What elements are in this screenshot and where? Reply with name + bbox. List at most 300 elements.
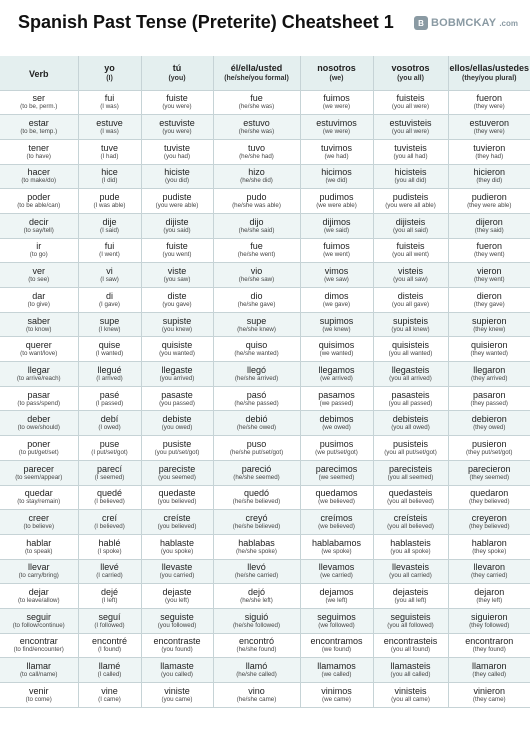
form-translation: (we believed) bbox=[318, 523, 355, 531]
conjugation-cell bbox=[141, 288, 213, 313]
conjugated-form: fue bbox=[250, 241, 263, 252]
conjugation-cell bbox=[373, 386, 448, 411]
conjugated-form: pareciste bbox=[158, 463, 196, 474]
form-translation: (he/she passed) bbox=[234, 399, 279, 407]
form-translation: (you seemed) bbox=[158, 473, 196, 481]
verb-infinitive: parecer bbox=[23, 463, 54, 474]
conjugated-form: llevó bbox=[247, 562, 266, 573]
conjugation-cell bbox=[373, 658, 448, 683]
conjugated-form: vinimos bbox=[321, 685, 352, 696]
conjugation-cell bbox=[448, 608, 530, 633]
conjugation-cell bbox=[373, 362, 448, 387]
conjugated-form: pusisteis bbox=[392, 438, 428, 449]
conjugated-form: tuvieron bbox=[473, 142, 506, 153]
conjugated-form: supimos bbox=[319, 315, 354, 326]
form-translation: (you were) bbox=[162, 103, 192, 111]
form-translation: (you passed) bbox=[159, 399, 195, 407]
conjugation-cell bbox=[373, 534, 448, 559]
conjugation-cell bbox=[78, 189, 141, 214]
conjugation-cell bbox=[300, 683, 373, 708]
form-translation: (you followed) bbox=[157, 621, 197, 629]
form-translation: (you all had) bbox=[393, 152, 428, 160]
conjugated-form: llegaron bbox=[473, 364, 506, 375]
form-translation: (he/she gave) bbox=[237, 300, 276, 308]
form-translation: (you arrived) bbox=[159, 374, 195, 382]
conjugation-cell bbox=[448, 238, 530, 263]
form-translation: (you carried) bbox=[159, 572, 195, 580]
conjugation-table bbox=[0, 56, 530, 708]
verb-translation: (to leave/allow) bbox=[17, 597, 60, 605]
conjugation-cell bbox=[213, 633, 300, 658]
conjugated-form: pasasteis bbox=[391, 389, 430, 400]
conjugation-cell bbox=[141, 584, 213, 609]
conjugated-form: pude bbox=[99, 192, 120, 203]
conjugated-form: encontré bbox=[91, 636, 128, 647]
verb-cell bbox=[0, 189, 78, 214]
conjugation-cell bbox=[448, 559, 530, 584]
table-row bbox=[0, 510, 530, 535]
conjugated-form: hablé bbox=[98, 537, 121, 548]
logo-tld: .com bbox=[499, 18, 518, 28]
conjugated-form: llamó bbox=[245, 661, 268, 672]
conjugation-cell bbox=[300, 115, 373, 140]
conjugation-cell bbox=[373, 213, 448, 238]
conjugated-form: llevaste bbox=[161, 562, 193, 573]
conjugation-cell bbox=[78, 460, 141, 485]
conjugation-cell bbox=[78, 288, 141, 313]
verb-infinitive: tener bbox=[28, 142, 49, 153]
table-row bbox=[0, 90, 530, 115]
verb-infinitive: dar bbox=[32, 290, 46, 301]
form-translation: (you did) bbox=[164, 177, 190, 185]
conjugated-form: estuvo bbox=[243, 118, 270, 129]
conjugated-form: fuisteis bbox=[396, 93, 425, 104]
form-translation: (we did) bbox=[325, 177, 348, 185]
form-translation: (you all saw) bbox=[393, 276, 428, 284]
verb-cell bbox=[0, 90, 78, 115]
conjugation-cell bbox=[213, 386, 300, 411]
verb-cell bbox=[0, 238, 78, 263]
conjugated-form: quisisteis bbox=[391, 340, 429, 351]
conjugation-cell bbox=[213, 189, 300, 214]
conjugation-cell bbox=[448, 139, 530, 164]
conjugation-cell bbox=[213, 238, 300, 263]
verb-infinitive: seguir bbox=[26, 611, 51, 622]
conjugated-form: llamamos bbox=[317, 661, 356, 672]
conjugation-cell bbox=[373, 485, 448, 510]
conjugation-cell bbox=[300, 263, 373, 288]
form-translation: (they wanted) bbox=[470, 350, 508, 358]
form-translation: (they gave) bbox=[473, 300, 505, 308]
conjugated-form: dejó bbox=[247, 587, 265, 598]
conjugation-cell bbox=[448, 362, 530, 387]
conjugation-cell bbox=[300, 608, 373, 633]
form-translation: (we owed) bbox=[322, 424, 351, 432]
form-translation: (he/she arrived) bbox=[234, 374, 279, 382]
table-row bbox=[0, 213, 530, 238]
form-translation: (you all believed) bbox=[387, 523, 434, 531]
table-row bbox=[0, 460, 530, 485]
conjugated-form: vieron bbox=[476, 266, 502, 277]
form-translation: (we had) bbox=[324, 152, 349, 160]
conjugation-cell bbox=[78, 510, 141, 535]
conjugation-cell bbox=[141, 534, 213, 559]
form-translation: (they spoke) bbox=[472, 547, 507, 555]
form-translation: (we gave) bbox=[322, 300, 351, 308]
form-translation: (you all believed) bbox=[387, 498, 434, 506]
form-translation: (I was) bbox=[100, 103, 119, 111]
form-translation: (you all arrived) bbox=[389, 374, 432, 382]
conjugation-cell bbox=[141, 337, 213, 362]
conjugated-form: llegamos bbox=[318, 364, 355, 375]
verb-translation: (to be, temp.) bbox=[20, 128, 58, 136]
conjugated-form: hablabamos bbox=[311, 537, 362, 548]
form-translation: (you believed) bbox=[157, 498, 197, 506]
conjugated-form: encontró bbox=[238, 636, 275, 647]
conjugated-form: parecisteis bbox=[388, 463, 433, 474]
brand-logo[interactable] bbox=[414, 16, 518, 30]
conjugated-form: supe bbox=[246, 315, 267, 326]
table-row bbox=[0, 633, 530, 658]
conjugation-cell bbox=[373, 139, 448, 164]
form-translation: (they seemed) bbox=[469, 473, 510, 481]
header-pronoun-label: yo bbox=[104, 62, 115, 73]
form-translation: (he/she followed) bbox=[232, 621, 281, 629]
form-translation: (you all knew) bbox=[391, 325, 430, 333]
conjugation-cell bbox=[373, 164, 448, 189]
header-pronoun bbox=[141, 56, 213, 90]
conjugation-cell bbox=[141, 411, 213, 436]
page-title: Spanish Past Tense (Preterite) Cheatsheet 1 bbox=[18, 12, 394, 32]
form-translation: (you were all able) bbox=[385, 202, 436, 210]
table-row bbox=[0, 164, 530, 189]
form-translation: (I did) bbox=[101, 177, 118, 185]
conjugation-cell bbox=[78, 90, 141, 115]
conjugated-form: dieron bbox=[476, 290, 502, 301]
conjugated-form: supieron bbox=[471, 315, 507, 326]
conjugation-cell bbox=[373, 436, 448, 461]
conjugated-form: parecieron bbox=[467, 463, 511, 474]
conjugation-cell bbox=[213, 658, 300, 683]
verb-translation: (to arrive/reach) bbox=[16, 374, 61, 382]
form-translation: (he/she was) bbox=[238, 103, 275, 111]
form-translation: (you came) bbox=[161, 695, 193, 703]
conjugation-cell bbox=[78, 485, 141, 510]
conjugated-form: fue bbox=[250, 93, 263, 104]
form-translation: (you wanted) bbox=[159, 350, 195, 358]
conjugated-form: seguisteis bbox=[390, 611, 431, 622]
conjugation-cell bbox=[78, 362, 141, 387]
verb-translation: (to know) bbox=[26, 325, 52, 333]
conjugation-cell bbox=[373, 115, 448, 140]
conjugation-cell bbox=[78, 534, 141, 559]
conjugation-cell bbox=[448, 436, 530, 461]
conjugated-form: debí bbox=[100, 414, 119, 425]
conjugated-form: tuve bbox=[100, 142, 118, 153]
conjugation-cell bbox=[373, 584, 448, 609]
conjugation-cell bbox=[300, 139, 373, 164]
form-translation: (we spoke) bbox=[321, 547, 352, 555]
verb-infinitive: hablar bbox=[26, 537, 52, 548]
form-translation: (you all went) bbox=[392, 251, 429, 259]
verb-infinitive: estar bbox=[28, 118, 49, 129]
verb-cell bbox=[0, 213, 78, 238]
form-translation: (we believed) bbox=[318, 498, 355, 506]
conjugation-cell bbox=[141, 164, 213, 189]
conjugation-cell bbox=[300, 337, 373, 362]
conjugated-form: quisiste bbox=[161, 340, 193, 351]
conjugated-form: viste bbox=[167, 266, 187, 277]
form-translation: (he/she went) bbox=[237, 251, 276, 259]
form-translation: (we carried) bbox=[320, 572, 353, 580]
conjugation-cell bbox=[448, 411, 530, 436]
conjugation-cell bbox=[141, 485, 213, 510]
conjugated-form: seguiste bbox=[160, 611, 194, 622]
form-translation: (he/she spoke) bbox=[236, 547, 277, 555]
conjugation-cell bbox=[141, 238, 213, 263]
header-pronoun bbox=[373, 56, 448, 90]
verb-translation: (to be, perm.) bbox=[20, 103, 58, 111]
conjugated-form: pudisteis bbox=[392, 192, 429, 203]
conjugated-form: llevaron bbox=[473, 562, 506, 573]
header-pronoun bbox=[300, 56, 373, 90]
conjugation-cell bbox=[141, 213, 213, 238]
conjugation-cell bbox=[448, 534, 530, 559]
form-translation: (I saw) bbox=[100, 276, 119, 284]
table-row bbox=[0, 312, 530, 337]
verb-infinitive: ser bbox=[32, 93, 45, 104]
conjugation-cell bbox=[373, 559, 448, 584]
conjugated-form: llamaron bbox=[471, 661, 507, 672]
conjugated-form: debisteis bbox=[392, 414, 429, 425]
conjugation-cell bbox=[78, 164, 141, 189]
conjugation-cell bbox=[448, 263, 530, 288]
form-translation: (you all did) bbox=[394, 177, 427, 185]
conjugation-cell bbox=[300, 189, 373, 214]
conjugated-form: puse bbox=[99, 438, 120, 449]
verb-translation: (to put/get/set) bbox=[18, 448, 59, 456]
verb-cell bbox=[0, 288, 78, 313]
conjugation-cell bbox=[300, 485, 373, 510]
conjugation-cell bbox=[300, 658, 373, 683]
conjugated-form: dije bbox=[102, 216, 117, 227]
conjugation-cell bbox=[78, 559, 141, 584]
conjugated-form: debiste bbox=[162, 414, 192, 425]
conjugated-form: parecimos bbox=[315, 463, 358, 474]
form-translation: (they believed) bbox=[468, 498, 510, 506]
form-translation: (they left) bbox=[476, 597, 503, 605]
verb-translation: (to go) bbox=[29, 251, 48, 259]
header-pronoun-translation: (he/she/you formal) bbox=[224, 74, 289, 82]
verb-cell bbox=[0, 362, 78, 387]
table-row bbox=[0, 534, 530, 559]
header-pronoun-label: nosotros bbox=[317, 62, 356, 73]
form-translation: (he/she carried) bbox=[234, 572, 279, 580]
conjugated-form: hablabas bbox=[238, 537, 275, 548]
verb-translation: (to be able/can) bbox=[17, 202, 61, 210]
form-translation: (you all passed) bbox=[388, 399, 433, 407]
conjugation-cell bbox=[141, 139, 213, 164]
verb-translation: (to call/name) bbox=[20, 671, 58, 679]
conjugation-cell bbox=[373, 238, 448, 263]
conjugation-cell bbox=[448, 584, 530, 609]
conjugation-cell bbox=[300, 633, 373, 658]
header-pronoun-translation: (I) bbox=[106, 74, 113, 82]
form-translation: (you all called) bbox=[390, 671, 431, 679]
header-verb-label: Verb bbox=[28, 68, 49, 79]
form-translation: (they owed) bbox=[473, 424, 506, 432]
form-translation: (I spoke) bbox=[97, 547, 122, 555]
conjugation-cell bbox=[300, 510, 373, 535]
conjugated-form: quedamos bbox=[315, 488, 358, 499]
conjugation-cell bbox=[213, 584, 300, 609]
conjugated-form: pudieron bbox=[471, 192, 507, 203]
form-translation: (I was) bbox=[100, 128, 119, 136]
form-translation: (you all seemed) bbox=[387, 473, 434, 481]
verb-infinitive: saber bbox=[27, 315, 50, 326]
verb-translation: (to make/do) bbox=[21, 177, 57, 185]
form-translation: (we went) bbox=[323, 251, 350, 259]
conjugated-form: llamasteis bbox=[390, 661, 431, 672]
conjugation-cell bbox=[141, 436, 213, 461]
conjugated-form: hablaste bbox=[159, 537, 195, 548]
conjugation-cell bbox=[448, 312, 530, 337]
conjugated-form: fuiste bbox=[166, 241, 188, 252]
conjugation-cell bbox=[141, 90, 213, 115]
conjugated-form: creímos bbox=[320, 513, 353, 524]
conjugated-form: pusimos bbox=[319, 438, 354, 449]
header-pronoun-translation: (you all) bbox=[397, 74, 424, 82]
conjugated-form: debió bbox=[245, 414, 268, 425]
conjugated-form: di bbox=[105, 290, 113, 301]
conjugated-form: creyó bbox=[245, 513, 268, 524]
verb-cell bbox=[0, 164, 78, 189]
form-translation: (I said) bbox=[100, 226, 119, 234]
conjugation-cell bbox=[78, 633, 141, 658]
conjugation-cell bbox=[78, 139, 141, 164]
verb-cell bbox=[0, 633, 78, 658]
table-row bbox=[0, 485, 530, 510]
conjugated-form: estuvisteis bbox=[389, 118, 432, 129]
form-translation: (you saw) bbox=[163, 276, 191, 284]
conjugation-cell bbox=[300, 534, 373, 559]
table-row bbox=[0, 115, 530, 140]
form-translation: (I owed) bbox=[98, 424, 121, 432]
verb-translation: (to pass/spend) bbox=[17, 399, 61, 407]
verb-infinitive: quedar bbox=[24, 488, 53, 499]
form-translation: (they were) bbox=[473, 103, 505, 111]
table-row bbox=[0, 683, 530, 708]
form-translation: (I believed) bbox=[94, 498, 125, 506]
conjugation-cell bbox=[78, 411, 141, 436]
conjugated-form: supe bbox=[99, 315, 120, 326]
conjugated-form: vine bbox=[101, 685, 118, 696]
form-translation: (I found) bbox=[97, 646, 122, 654]
form-translation: (we followed) bbox=[318, 621, 355, 629]
form-translation: (we passed) bbox=[319, 399, 354, 407]
form-translation: (we found) bbox=[321, 646, 352, 654]
form-translation: (they passed) bbox=[470, 399, 508, 407]
conjugated-form: dijo bbox=[249, 216, 264, 227]
form-translation: (you went) bbox=[162, 251, 192, 259]
form-translation: (you all owed) bbox=[391, 424, 430, 432]
table-row bbox=[0, 362, 530, 387]
verb-cell bbox=[0, 485, 78, 510]
conjugated-form: llegué bbox=[97, 364, 122, 375]
conjugated-form: estuviste bbox=[159, 118, 195, 129]
form-translation: (he/she said) bbox=[238, 226, 275, 234]
table-row bbox=[0, 411, 530, 436]
conjugated-form: encontrasteis bbox=[383, 636, 438, 647]
conjugated-form: vio bbox=[250, 266, 263, 277]
conjugated-form: hice bbox=[101, 167, 118, 178]
table-row bbox=[0, 189, 530, 214]
conjugated-form: viniste bbox=[164, 685, 190, 696]
conjugation-cell bbox=[78, 584, 141, 609]
conjugated-form: fuimos bbox=[323, 241, 350, 252]
conjugation-cell bbox=[300, 312, 373, 337]
conjugated-form: fuisteis bbox=[396, 241, 425, 252]
verb-cell bbox=[0, 337, 78, 362]
conjugation-cell bbox=[78, 263, 141, 288]
form-translation: (I went) bbox=[99, 251, 120, 259]
conjugated-form: creí bbox=[101, 513, 117, 524]
form-translation: (I left) bbox=[101, 597, 118, 605]
form-translation: (we came) bbox=[322, 695, 351, 703]
verb-cell bbox=[0, 559, 78, 584]
form-translation: (they came) bbox=[472, 695, 506, 703]
form-translation: (I came) bbox=[98, 695, 121, 703]
conjugated-form: hicisteis bbox=[394, 167, 427, 178]
form-translation: (you believed) bbox=[157, 523, 197, 531]
verb-translation: (to speak) bbox=[24, 547, 53, 555]
verb-cell bbox=[0, 683, 78, 708]
conjugation-cell bbox=[213, 460, 300, 485]
form-translation: (you all came) bbox=[391, 695, 430, 703]
verb-cell bbox=[0, 460, 78, 485]
verb-cell bbox=[0, 263, 78, 288]
form-translation: (I arrived) bbox=[96, 374, 123, 382]
conjugated-form: dejasteis bbox=[392, 587, 429, 598]
conjugated-form: llevamos bbox=[318, 562, 355, 573]
verb-translation: (to owe/should) bbox=[17, 424, 60, 432]
form-translation: (he/she believed) bbox=[232, 523, 281, 531]
conjugation-cell bbox=[373, 189, 448, 214]
conjugated-form: tuviste bbox=[163, 142, 190, 153]
table-row bbox=[0, 584, 530, 609]
form-translation: (we were able) bbox=[316, 202, 357, 210]
form-translation: (we arrived) bbox=[320, 374, 353, 382]
verb-cell bbox=[0, 658, 78, 683]
conjugated-form: encontramos bbox=[310, 636, 363, 647]
conjugated-form: dio bbox=[250, 290, 263, 301]
conjugation-cell bbox=[213, 683, 300, 708]
form-translation: (you all said) bbox=[392, 226, 429, 234]
form-translation: (you gave) bbox=[162, 300, 192, 308]
table-row bbox=[0, 386, 530, 411]
form-translation: (I called) bbox=[97, 671, 122, 679]
conjugated-form: debieron bbox=[471, 414, 507, 425]
form-translation: (he/she put/set/got) bbox=[229, 448, 284, 456]
table-row bbox=[0, 139, 530, 164]
conjugated-form: fueron bbox=[476, 241, 503, 252]
table-row bbox=[0, 658, 530, 683]
form-translation: (we were) bbox=[322, 128, 351, 136]
conjugated-form: creyeron bbox=[471, 513, 507, 524]
verb-infinitive: poder bbox=[27, 192, 51, 203]
form-translation: (I gave) bbox=[99, 300, 120, 308]
form-translation: (you all spoke) bbox=[390, 547, 431, 555]
